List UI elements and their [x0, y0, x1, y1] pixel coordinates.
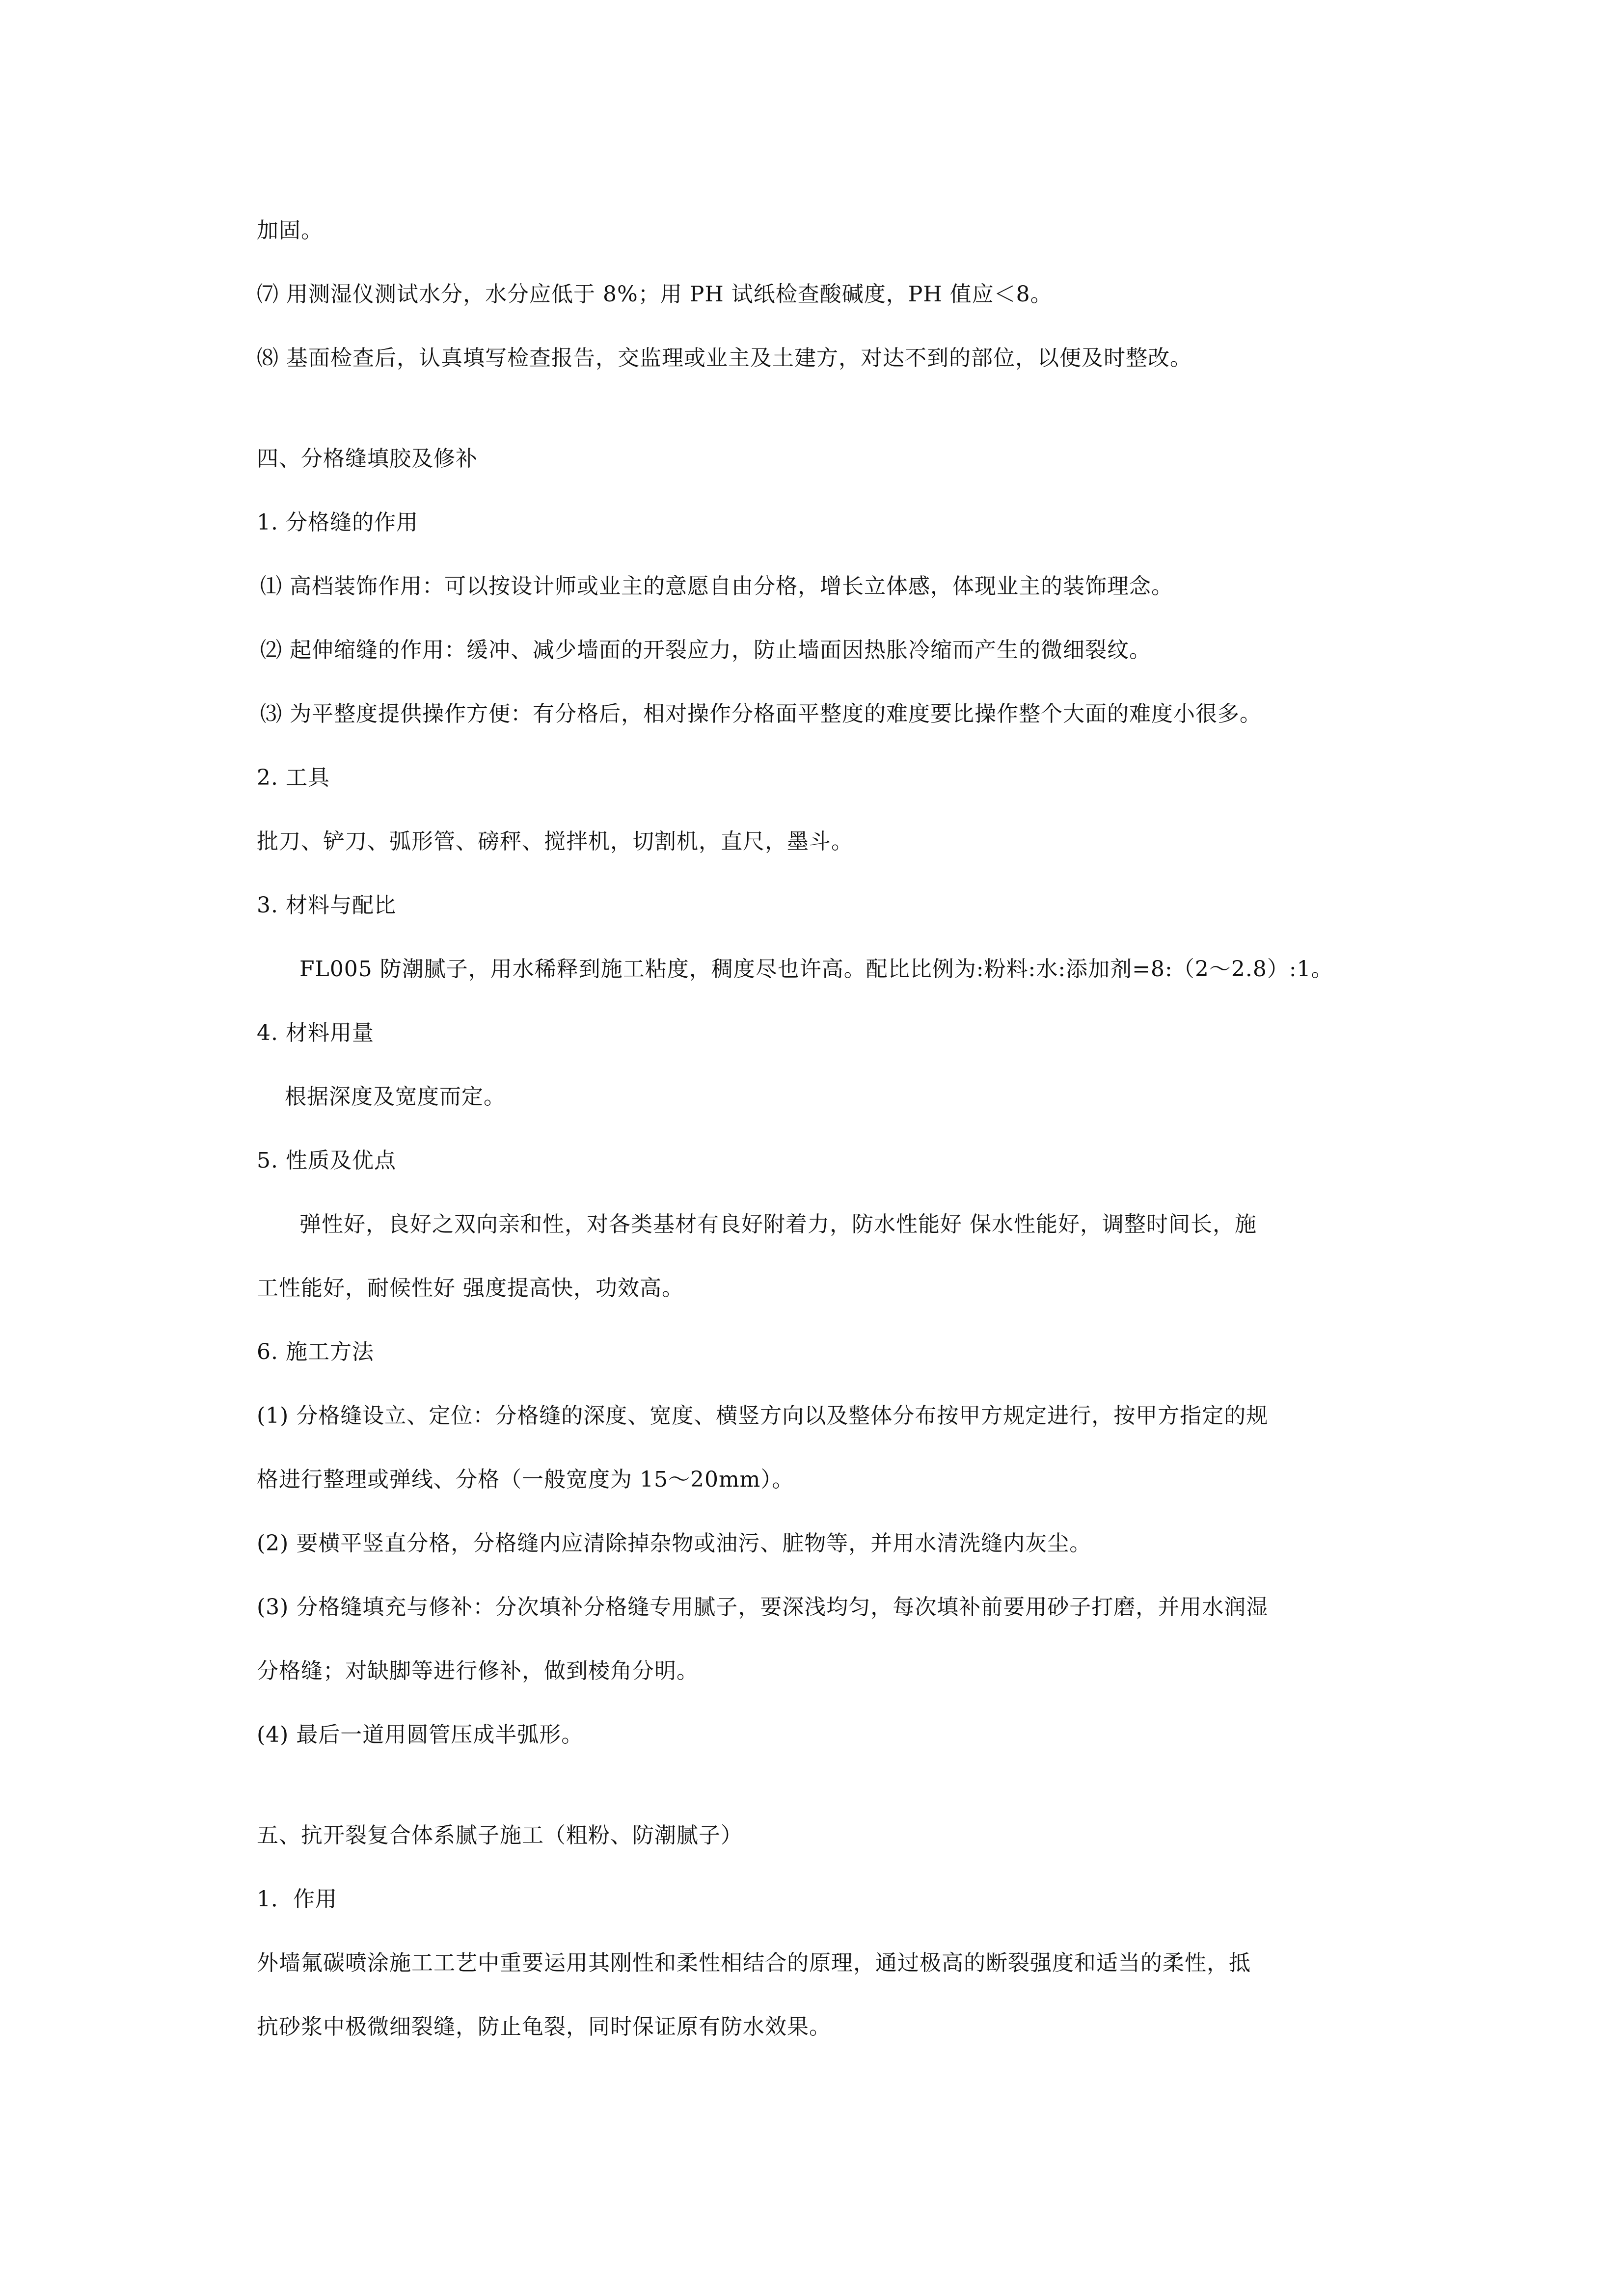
subsection-heading: 5. 性质及优点 — [257, 1148, 396, 1173]
subsection-heading: 4. 材料用量 — [257, 1020, 374, 1045]
text-line: (4) 最后一道用圆管压成半弧形。 — [257, 1722, 584, 1747]
text-line: 批刀、铲刀、弧形管、磅秤、搅拌机，切割机，直尺，墨斗。 — [257, 829, 853, 854]
text-line: (2) 要横平竖直分格，分格缝内应清除掉杂物或油污、脏物等，并用水清洗缝内灰尘。 — [257, 1531, 1092, 1556]
section-heading: 五、抗开裂复合体系腻子施工（粗粉、防潮腻子） — [257, 1823, 743, 1848]
text-line: ⑴ 高档装饰作用：可以按设计师或业主的意愿自由分格，增长立体感，体现业主的装饰理念。 — [260, 574, 1173, 599]
text-line: ⑵ 起伸缩缝的作用：缓冲、减少墙面的开裂应力，防止墙面因热胀冷缩而产生的微细裂纹。 — [260, 638, 1151, 663]
text-line: 弹性好，良好之双向亲和性，对各类基材有良好附着力，防水性能好 保水性能好，调整时间长，施 — [299, 1212, 1257, 1237]
text-line: ⑺ 用测湿仪测试水分，水分应低于 8%；用 PH 试纸检查酸碱度，PH 值应＜8。 — [257, 282, 1053, 307]
text-line: 加固。 — [257, 218, 323, 243]
subsection-heading: 1．作用 — [257, 1887, 337, 1912]
text-line: (1) 分格缝设立、定位：分格缝的深度、宽度、横竖方向以及整体分布按甲方规定进行，按甲方指定的规 — [257, 1403, 1269, 1428]
subsection-heading: 2. 工具 — [257, 765, 330, 790]
text-line: ⑻ 基面检查后，认真填写检查报告，交监理或业主及土建方，对达不到的部位，以便及时整改。 — [257, 346, 1192, 371]
subsection-heading: 3. 材料与配比 — [257, 893, 396, 918]
text-line: 工性能好，耐候性好 强度提高快，功效高。 — [257, 1276, 684, 1301]
text-line: 根据深度及宽度而定。 — [285, 1084, 506, 1109]
text-line: 外墙氟碳喷涂施工工艺中重要运用其刚性和柔性相结合的原理，通过极高的断裂强度和适当的柔性，抵 — [257, 1950, 1251, 1976]
text-line: 抗砂浆中极微细裂缝，防止龟裂，同时保证原有防水效果。 — [257, 2014, 831, 2039]
subsection-heading: 1. 分格缝的作用 — [257, 510, 418, 535]
text-line: 分格缝；对缺脚等进行修补，做到棱角分明。 — [257, 1658, 699, 1683]
subsection-heading: 6. 施工方法 — [257, 1339, 374, 1364]
text-line: ⑶ 为平整度提供操作方便：有分格后，相对操作分格面平整度的难度要比操作整个大面的难度小很多。 — [260, 701, 1262, 726]
section-heading: 四、分格缝填胶及修补 — [257, 446, 478, 471]
text-line: 格进行整理或弹线、分格（一般宽度为 15～20mm）。 — [257, 1467, 794, 1492]
text-line: FL005 防潮腻子，用水稀释到施工粘度，稠度尽也许高。配比比例为:粉料:水:添加剂=8:（2～2.8）:1。 — [299, 957, 1333, 982]
text-line: (3) 分格缝填充与修补：分次填补分格缝专用腻子，要深浅均匀，每次填补前要用砂子打磨，并用水润湿 — [257, 1595, 1269, 1620]
